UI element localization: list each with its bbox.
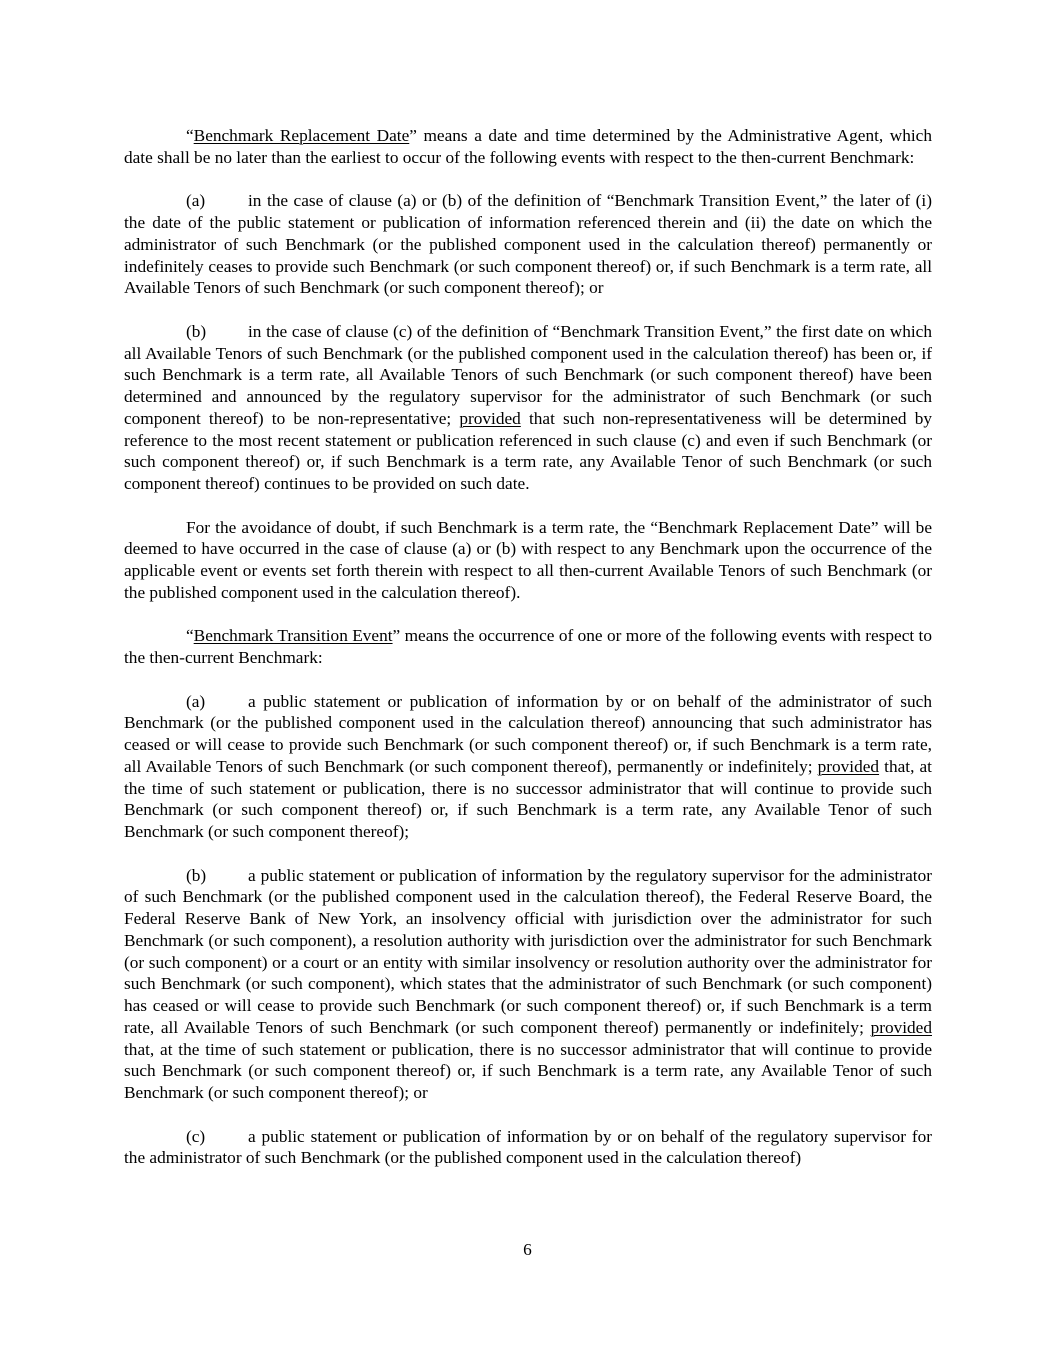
defined-term: Benchmark Replacement Date: [193, 126, 410, 145]
definition-text: ” means a date and time determined by the Administrative Agent, which date shall be no later than the earliest to occur of the following events with respect to the then-current Benchmark:: [124, 126, 932, 167]
clause-b-transition-event: [124, 865, 932, 1104]
proviso-term: provided: [870, 1017, 932, 1037]
clause-label: (b): [186, 865, 207, 885]
clause-label: (a): [186, 191, 206, 211]
clause-label: (b): [186, 321, 207, 341]
open-quote: “: [186, 626, 194, 646]
clause-text: a public statement or publication of information by or on behalf of the administrator of such Benchmark (or the published component used in the calculation thereof) announcing that such administrator has ceased or will cease to provide such Benchmark (or such component thereof) or, if such Benchmark is a term rate, all Available Tenors of such Benchmark (or such component thereof), permanently or indefinitely;: [124, 691, 932, 776]
clause-text: a public statement or publication of information by or on behalf of the regulatory supervisor for the administrator of such Benchmark (or the published component used in the calculation thereof): [124, 1126, 932, 1168]
clause-label: (c): [186, 1126, 206, 1146]
open-quote: “: [186, 126, 194, 145]
proviso-term: provided: [459, 408, 521, 428]
clause-label: (a): [186, 691, 206, 711]
clause-text-continued: that, at the time of such statement or publication, there is no successor administrator that will continue to provide such Benchmark (or such component thereof) or, if such Benchmark is a term rate, any Available Tenor of such Benchmark (or such component thereof);: [124, 756, 932, 841]
definition-text: ” means the occurrence of one or more of the following events with respect to the then-current Benchmark:: [124, 626, 933, 667]
clause-text: in the case of clause (c) of the definition of “Benchmark Transition Event,” the first date on which all Available Tenors of such Benchmark (or the published component used in the calculation thereof) has been or, if such Benchmark is a term rate, all Available Tenors of such Benchmark (or such component thereof) have been determined and announced by the regulatory supervisor for the administrator of such Benchmark (or such component thereof) to be non-representative;: [124, 321, 932, 428]
clause-a-replacement-date: [124, 190, 932, 299]
definition-benchmark-replacement-date: [124, 125, 932, 169]
avoidance-of-doubt-paragraph: [124, 517, 932, 604]
paragraph-text: For the avoidance of doubt, if such Benchmark is a term rate, the “Benchmark Replacement Date” will be deemed to have occurred in the case of clause (a) or (b) with respect to any Benchmark upon the occurrence of the applicable event or events set forth therein with respect to all then-current Available Tenors of such Benchmark (or the published component used in the calculation thereof).: [124, 517, 932, 602]
document-body: [124, 125, 932, 1191]
clause-b-replacement-date: [124, 321, 932, 495]
defined-term: Benchmark Transition Event: [193, 626, 393, 646]
clause-text-continued: that such non-representativeness will be determined by reference to the most recent statement or publication referenced in such clause (c) and even if such Benchmark (or such component thereof) or, if such Benchmark is a term rate, any Available Tenor of such Benchmark (or such component thereof) continues to be provided on such date.: [124, 408, 933, 493]
clause-c-transition-event: [124, 1126, 932, 1170]
clause-text-continued: that, at the time of such statement or publication, there is no successor administrator that will continue to provide such Benchmark (or such component thereof) or, if such Benchmark is a term rate, any Available Tenor of such Benchmark (or such component thereof); or: [124, 1039, 932, 1102]
clause-a-transition-event: [124, 691, 932, 843]
clause-text: in the case of clause (a) or (b) of the definition of “Benchmark Transition Event,” the later of (i) the date of the public statement or publication of information referenced therein and (ii) the date on which the administrator of such Benchmark (or the published component used in the calculation thereof) permanently or indefinitely ceases to provide such Benchmark (or such component thereof) or, if such Benchmark is a term rate, all Available Tenors of such Benchmark (or such component thereof); or: [124, 191, 932, 298]
page-number: 6: [523, 1240, 532, 1259]
clause-text: a public statement or publication of information by the regulatory supervisor for the administrator of such Benchmark (or the published component used in the calculation thereof), the Federal Reserve Board, the Federal Reserve Bank of New York, an insolvency official with jurisdiction over the administrator for such Benchmark (or such component), a resolution authority with jurisdiction over the administrator for such Benchmark (or such component) or a court or an entity with similar insolvency or resolution authority over the administrator for such Benchmark (or such component), which states that the administrator of such Benchmark (or such component) has ceased or will cease to provide such Benchmark (or such component thereof) or, if such Benchmark is a term rate, all Available Tenors of such Benchmark (or such component thereof) permanently or indefinitely;: [124, 865, 932, 1037]
proviso-term: provided: [817, 756, 880, 776]
definition-benchmark-transition-event: [124, 625, 932, 669]
